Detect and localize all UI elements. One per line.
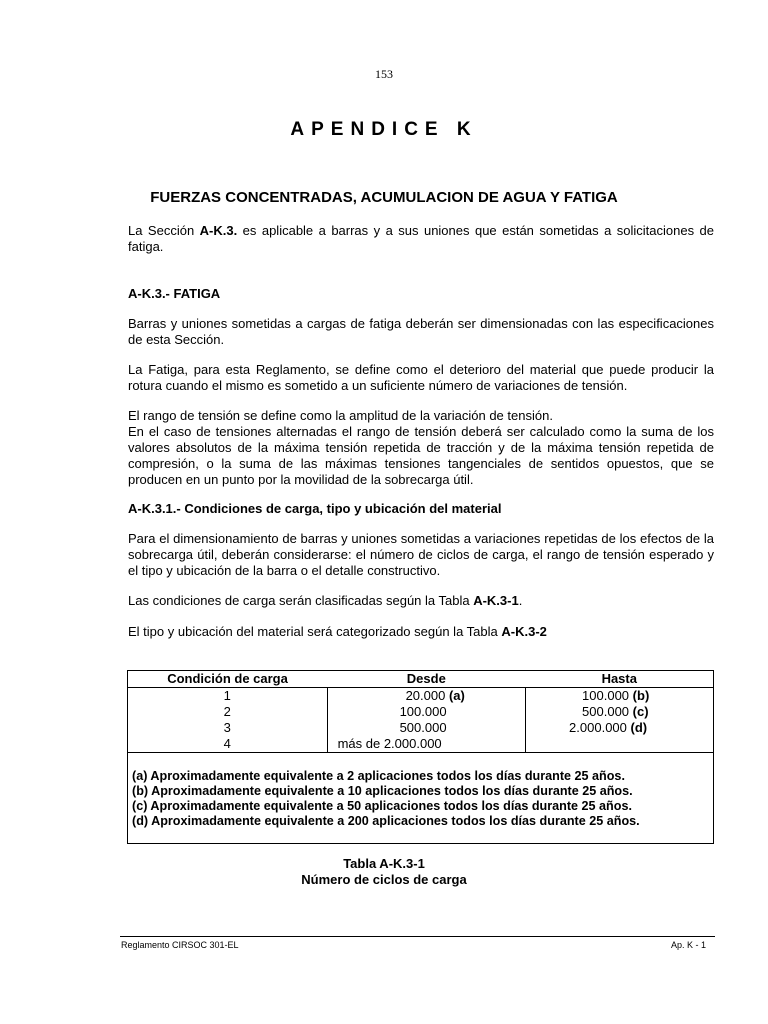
table-notes-row (128, 753, 714, 844)
note-b: (b) Aproximadamente equivalente a 10 aplicaciones todos los días durante 25 años. (132, 784, 633, 798)
header-condition: Condición de carga (167, 671, 288, 686)
page-number: 153 (375, 67, 393, 81)
table-header-row (128, 671, 714, 688)
cell-to: 100.000 (b) (526, 688, 714, 705)
ak31-para-2-text: Las condiciones de carga serán clasificadas según la Tabla (128, 593, 474, 608)
footer-page-ref: Ap. K - 1 (670, 940, 706, 950)
note-c: (c) Aproximadamente equivalente a 50 aplicaciones todos los días durante 25 años. (132, 799, 632, 813)
table-row (128, 736, 714, 753)
cell-condition: 1 (128, 688, 328, 705)
intro-text-start: La Sección (128, 223, 200, 238)
table-caption (0, 856, 768, 888)
footer-divider (120, 936, 715, 937)
ak31-heading: A-K.3.1.- Condiciones de carga, tipo y ubicación del material (128, 501, 502, 516)
fatiga-para-2-text: La Fatiga, para esta Reglamento, se define como el deterioro del material que puede producir la rotura cuando el mismo es sometido a un suficiente número de variaciones de tensión. (128, 362, 714, 393)
intro-section-ref: A-K.3. (199, 223, 238, 238)
table-row (128, 720, 714, 736)
footer-regulation: Reglamento CIRSOC 301-EL (121, 940, 239, 950)
ak31-para-2-end: . (518, 593, 523, 608)
fatiga-para-1-text: Barras y uniones sometidas a cargas de fatiga deberán ser dimensionadas con las especificaciones de esta Sección. (128, 316, 714, 347)
fatiga-paragraph-1 (128, 316, 714, 348)
table-row (128, 688, 714, 705)
note-d: (d) Aproximadamente equivalente a 200 aplicaciones todos los días durante 25 años. (132, 814, 640, 828)
load-cycles-table (127, 670, 714, 844)
fatiga-paragraph-2 (128, 362, 714, 394)
cell-condition: 4 (128, 736, 328, 753)
table-notes (128, 753, 714, 844)
ak31-para-1-text: Para el dimensionamiento de barras y uniones sometidas a variaciones repetidas de los efectos de la sobrecarga útil, deberán considerarse: el número de ciclos de carga, el rango de tensión esperado y el tipo y ubicación de la barra o el detalle constructivo. (128, 531, 714, 578)
section-title: FUERZAS CONCENTRADAS, ACUMULACION DE AGUA Y FATIGA (150, 189, 618, 206)
caption-title: Tabla A-K.3-1 (343, 856, 425, 871)
cell-to: 2.000.000 (d) (526, 720, 714, 736)
appendix-title: APENDICE K (290, 119, 478, 140)
header-from: Desde (406, 671, 446, 686)
ak31-table-ref-1: A-K.3-1 (473, 593, 519, 608)
cell-from: 20.000 (a) (327, 688, 525, 705)
header-to: Hasta (601, 671, 637, 686)
ak31-paragraph-3 (128, 624, 714, 640)
table-row (128, 704, 714, 720)
cell-from: 100.000 (327, 704, 525, 720)
fatiga-para-3a-text: El rango de tensión se define como la amplitud de la variación de tensión. (128, 408, 553, 423)
ak31-paragraph-1 (128, 531, 714, 579)
cell-to: 500.000 (c) (526, 704, 714, 720)
fatiga-paragraph-3 (128, 408, 714, 488)
note-a: (a) Aproximadamente equivalente a 2 aplicaciones todos los días durante 25 años. (132, 769, 625, 783)
fatiga-heading: A-K.3.- FATIGA (128, 286, 221, 301)
caption-subtitle: Número de ciclos de carga (301, 872, 467, 887)
cell-condition: 2 (128, 704, 328, 720)
fatiga-para-3b-text: En el caso de tensiones alternadas el rango de tensión deberá ser calculado como la suma de los valores absolutos de la máxima tensión repetida de tracción y de la máxima tensión repetida de compresión, o la suma de las máximas tensiones tangenciales de sentidos opuestos, que se producen en un punto por la movilidad de la sobrecarga útil. (128, 424, 714, 487)
cell-to (526, 736, 714, 753)
cell-condition: 3 (128, 720, 328, 736)
ak31-para-3-text: El tipo y ubicación del material será categorizado según la Tabla (128, 624, 502, 639)
intro-paragraph (128, 223, 714, 255)
cell-from: 500.000 (327, 720, 525, 736)
cell-from: más de 2.000.000 (327, 736, 525, 753)
intro-text-end: es aplicable a barras y a sus uniones que están sometidas a solicitaciones de fatiga. (128, 223, 715, 254)
ak31-paragraph-2 (128, 593, 714, 609)
ak31-table-ref-2: A-K.3-2 (501, 624, 547, 639)
